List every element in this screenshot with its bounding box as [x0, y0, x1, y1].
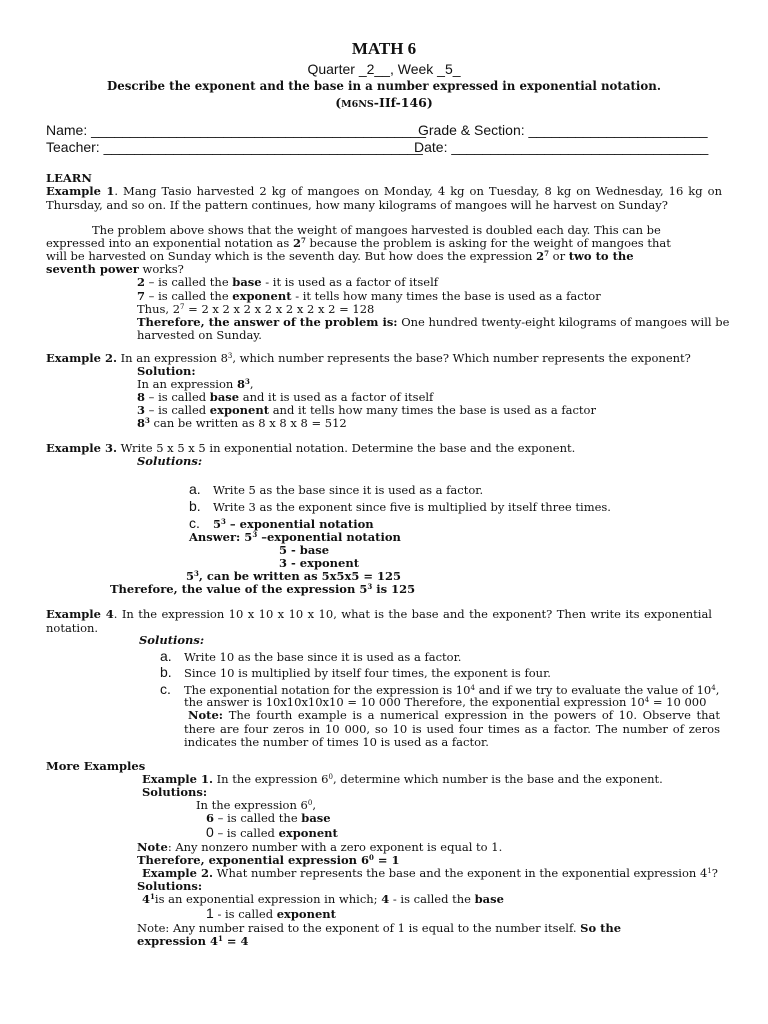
ex2-q-pre: In an expression 8 [120, 351, 228, 365]
two-pow-seven [293, 236, 306, 250]
ex2-l2-pre: – is called [148, 390, 207, 404]
ex2-l4-three: 3 [145, 416, 150, 425]
learn-heading: LEARN [46, 171, 92, 185]
example1-text: . Mang Tasio harvested 2 kg of mangoes on Monday, 4 kg on Tuesday, 8 kg on Wednesday, 16 kg on Thursday, and so on. If the pattern continues, how many kilograms of mangoes will he harvest on Sunday? [46, 184, 722, 212]
works-text: works? [142, 262, 184, 276]
ex3-therefore [110, 583, 415, 597]
quarter-week: Quarter _2__, Week _5_ [307, 61, 461, 77]
para1-c3-text: two to the [568, 249, 634, 263]
more-base-word: base [301, 811, 331, 825]
ex3-q: Write 5 x 5 x 5 in exponential notation. Determine the base and the exponent. [120, 441, 576, 455]
more-ex2-one: 1 [150, 892, 155, 901]
more-zero-line: – is called [217, 826, 275, 840]
more-zero: 0 [206, 824, 214, 840]
base-definition [137, 276, 438, 290]
exponent-value: 7 [137, 289, 146, 303]
more-ex1-solutions: Solutions: [142, 785, 208, 799]
more-ex2-label: Example 2. [142, 866, 213, 880]
ex3-item-a [189, 483, 483, 498]
more-examples-heading: More Examples [46, 759, 146, 773]
more-ex1-in-expr: In the expression $6^0$, [196, 798, 316, 812]
more-ex1-q-post: , determine which number is the base and the exponent. [332, 772, 663, 786]
ex2-l3-word: exponent [209, 403, 270, 417]
more-ex1-base-line [206, 812, 331, 826]
more-ex1-exp-line [206, 826, 338, 841]
more-in-expr-sup: 0 [307, 799, 313, 807]
ex3-ans-five: 5 [244, 530, 253, 544]
more-t1-pre: Therefore, exponential expression 6 [137, 853, 369, 867]
more-six: 6 [206, 811, 215, 825]
more-ex2-l1-four: 4 [381, 892, 390, 906]
ex4-b-text: Since 10 is multiplied by itself four times, the exponent is four. [184, 666, 551, 680]
more-ex1-label: Example 1. [142, 772, 213, 786]
ex4-c2-sup: 4 [644, 696, 650, 704]
ex2-q-post: , which number represents the base? Which number represents the exponent? [232, 351, 691, 365]
ex3-a-text: Write 5 as the base since it is used as a factor. [213, 483, 484, 497]
example3-label: Example 3. [46, 441, 117, 455]
more-ex2-l1-post: is an exponential expression in which; [154, 892, 378, 906]
ex2-q-sup: 3 [227, 352, 233, 360]
seventh-power: seventh power [46, 262, 139, 276]
ex3-b-label: b. [189, 498, 201, 514]
ex2-l1-expr [237, 377, 250, 391]
more-t1-post: = 1 [377, 853, 400, 867]
more-final-sup: 1 [217, 934, 223, 943]
code-prefix: ( [335, 95, 342, 110]
ex3-t-three: 3 [367, 582, 373, 591]
more-ex2-l2-mid: - is called [217, 907, 274, 921]
example1-label: Example 1 [46, 184, 115, 198]
ex2-l2-word: base [209, 390, 240, 404]
worksheet-title: MATH 6 [351, 39, 417, 58]
code-small: M6NS [341, 99, 374, 110]
para1-b-text: expressed into an exponential notation as [46, 236, 290, 250]
more-final [137, 935, 249, 949]
example4-label: Example 4 [46, 607, 114, 621]
thus-seven: 7 [180, 303, 185, 311]
base-post: - it is used as a factor of itself [265, 275, 439, 289]
more-final-pre: expression 4 [137, 934, 218, 948]
exp-word: exponent [232, 289, 292, 303]
teacher-line[interactable]: _________________________________________ [103, 139, 423, 155]
more-ex2-line1 [142, 893, 504, 907]
ex3-base: 5 - base [279, 543, 330, 557]
answer-text: One hundred twenty-eight kilograms of mangoes will be [401, 315, 730, 329]
ex2-line4 [137, 417, 347, 431]
example2-solution: Solution: [137, 364, 196, 378]
ex4-note [184, 709, 720, 750]
ex4-c-text1: The exponential notation for the expression is 10 [184, 683, 471, 697]
example4-question [46, 608, 712, 635]
more-exp-word: exponent [278, 826, 338, 840]
more-ex2-base: base [474, 892, 504, 906]
para1-c-text: will be harvested on Sunday which is the seventh day. But how does the expression [46, 249, 533, 263]
date-label: Date: [414, 139, 448, 155]
ex4-note-label: Note: [188, 708, 224, 722]
thus-post: = 2 x 2 x 2 x 2 x 2 x 2 x 2 = 128 [188, 302, 375, 316]
more-ex2-line2 [206, 907, 336, 922]
ex4-c-sup2: 4 [711, 684, 716, 692]
example4-solutions: Solutions: [139, 633, 205, 647]
more-note1-text: : Any nonzero number with a zero exponent is equal to 1. [167, 840, 503, 854]
thus-two: 2 [172, 302, 181, 316]
ex3-w-text: , can be written as 5x5x5 = 125 [198, 569, 402, 583]
more-ex2-solutions: Solutions: [137, 879, 203, 893]
name-field[interactable] [46, 124, 426, 138]
more-t1-sup: 0 [368, 853, 374, 862]
more-ex2-q: What number represents the base and the exponent in the exponential expression 4 [216, 866, 708, 880]
base-two: 2 [292, 236, 301, 250]
competency-title: Describe the exponent and the base in a number expressed in exponential notation. [107, 79, 661, 93]
more-ex1-question [142, 773, 663, 787]
ex3-t-post: is 125 [376, 582, 416, 596]
more-ex2-big-one: 1 [206, 905, 214, 921]
base-value: 2 [137, 275, 146, 289]
ex3-b-text: Write 3 as the exponent since five is multiplied by itself three times. [213, 500, 611, 514]
example2-label: Example 2. [46, 351, 117, 365]
ex3-t-pre: Therefore, the value of the expression 5 [110, 582, 368, 596]
para1-b2-text: because the problem is asking for the weight of mangoes that [309, 236, 671, 250]
ex3-c-five: 5 [213, 517, 222, 531]
more-ex2-l1-mid: - is called the [392, 892, 471, 906]
ex2-l3-three: 3 [137, 403, 146, 417]
ex4-a-label: a. [160, 648, 172, 664]
ex2-l3-pre: – is called [148, 403, 207, 417]
ex2-l3-post: and it tells how many times the base is used as a factor [272, 403, 596, 417]
ex2-l4-eight: 8 [137, 416, 146, 430]
base-two-2: 2 [536, 249, 545, 263]
more-note1-label: Note [137, 840, 168, 854]
grade-label: Grade & Section: [418, 122, 525, 138]
ex4-c-text2: and if we try to evaluate the value of 10 [478, 683, 712, 697]
more-ex2-four: 4 [142, 892, 151, 906]
exp-pre: – is called the [148, 289, 229, 303]
more-ex1-sup: 0 [328, 773, 333, 781]
ex4-a-text: Write 10 as the base since it is used as a factor. [184, 650, 462, 664]
ex3-w-three: 3 [194, 569, 199, 578]
ex4-c-sup1: 4 [470, 684, 475, 692]
grade-line[interactable]: _______________________ [528, 122, 708, 138]
ex3-answer-label: Answer: [189, 530, 241, 544]
ex3-a-label: a. [189, 481, 201, 497]
ex2-l1-pre: In an expression [137, 377, 234, 391]
ex4-note-text: The fourth example is a numerical expression in the powers of 10. Observe that there are four zeros in 10 000, so 10 is used four times as a factor. The number of zeros indicates the number of times 10 is used as a factor. [184, 708, 721, 750]
ex4-q: . In the expression 10 x 10 x 10 x 10, what is the base and the exponent? Then write its exponential notation. [46, 607, 712, 635]
base-pre: – is called the [148, 275, 229, 289]
date-field[interactable] [414, 141, 708, 155]
example3-solutions: Solutions: [137, 454, 203, 468]
exp-post: - it tells how many times the base is used as a factor [295, 289, 601, 303]
teacher-label: Teacher: [46, 139, 100, 155]
competency-code [0, 96, 768, 112]
ex4-b-label: b. [160, 664, 172, 680]
two-pow-seven-2 [536, 249, 549, 263]
name-line[interactable]: ___________________________________________ [91, 122, 426, 138]
ex4-item-c: c. The exponential notation for the expression is $10^4$ and if we try to evaluate the value of $10^4$, [160, 681, 720, 697]
code-rest: -IIf-146) [373, 95, 433, 110]
more-ex2-sup: 1 [707, 867, 712, 875]
ex4-item-a [160, 650, 461, 665]
grade-field[interactable] [418, 124, 708, 138]
teacher-field[interactable] [46, 141, 423, 155]
ex4-c2-pre: the answer is 10x10x10x10 = 10 000 Therefore, the exponential expression 10 [184, 695, 645, 709]
more-six-line: – is called the [217, 811, 298, 825]
answer-line-2: harvested on Sunday. [137, 328, 262, 342]
ex3-exponent: 3 - exponent [279, 556, 360, 570]
ex3-item-b [189, 500, 611, 515]
ex2-l1-eight: 8 [236, 377, 245, 391]
ex3-c-label: c. [189, 515, 200, 531]
ex2-l1-three: 3 [244, 377, 250, 386]
ex4-item-b [160, 666, 551, 681]
more-note2-text: Note: Any number raised to the exponent of 1 is equal to the number itself. [137, 921, 577, 935]
more-ex1-q-pre: In the expression 6 [216, 772, 329, 786]
date-line[interactable]: _________________________________ [451, 139, 709, 155]
ex3-ans-text: –exponential notation [261, 530, 401, 544]
name-label: Name: [46, 122, 88, 138]
ex2-l2-eight: 8 [137, 390, 146, 404]
answer-label: Therefore, the answer of the problem is: [137, 315, 398, 329]
exp-seven-2: 7 [544, 249, 549, 258]
para1-line-a: The problem above shows that the weight of mangoes harvested is doubled each day. This can be [92, 223, 661, 237]
ex3-ans-three: 3 [252, 530, 258, 539]
thus-pre: Thus, [137, 302, 170, 316]
more-ex2-exp: exponent [276, 907, 336, 921]
more-final-post: = 4 [226, 934, 249, 948]
ex3-c-three: 3 [221, 517, 226, 526]
more-ex2-question: Example 2. What number represents the base and the exponent in the exponential expression $4^1$? [142, 866, 718, 880]
ex3-w-five: 5 [186, 569, 195, 583]
ex4-c-label: c. [160, 681, 171, 697]
ex2-l4-post: can be written as 8 x 8 x 8 = 512 [153, 416, 347, 430]
ex3-c-text: – exponential notation [229, 517, 374, 531]
base-word: base [232, 275, 262, 289]
more-note2-bold: So the [580, 921, 622, 935]
example3-question [46, 442, 575, 456]
example1-problem [46, 185, 722, 212]
more-in-expr: In the expression 6 [196, 798, 308, 812]
exp-seven: 7 [301, 236, 306, 245]
ex2-l2-post: and it is used as a factor of itself [242, 390, 434, 404]
para1-c2-text: or [552, 249, 566, 263]
ex2-l4-expr [137, 416, 150, 430]
ex4-c2-post: = 10 000 [652, 695, 707, 709]
ex2-line1: In an expression $8^3$, [137, 377, 254, 391]
ex3-c-expr [213, 517, 374, 531]
